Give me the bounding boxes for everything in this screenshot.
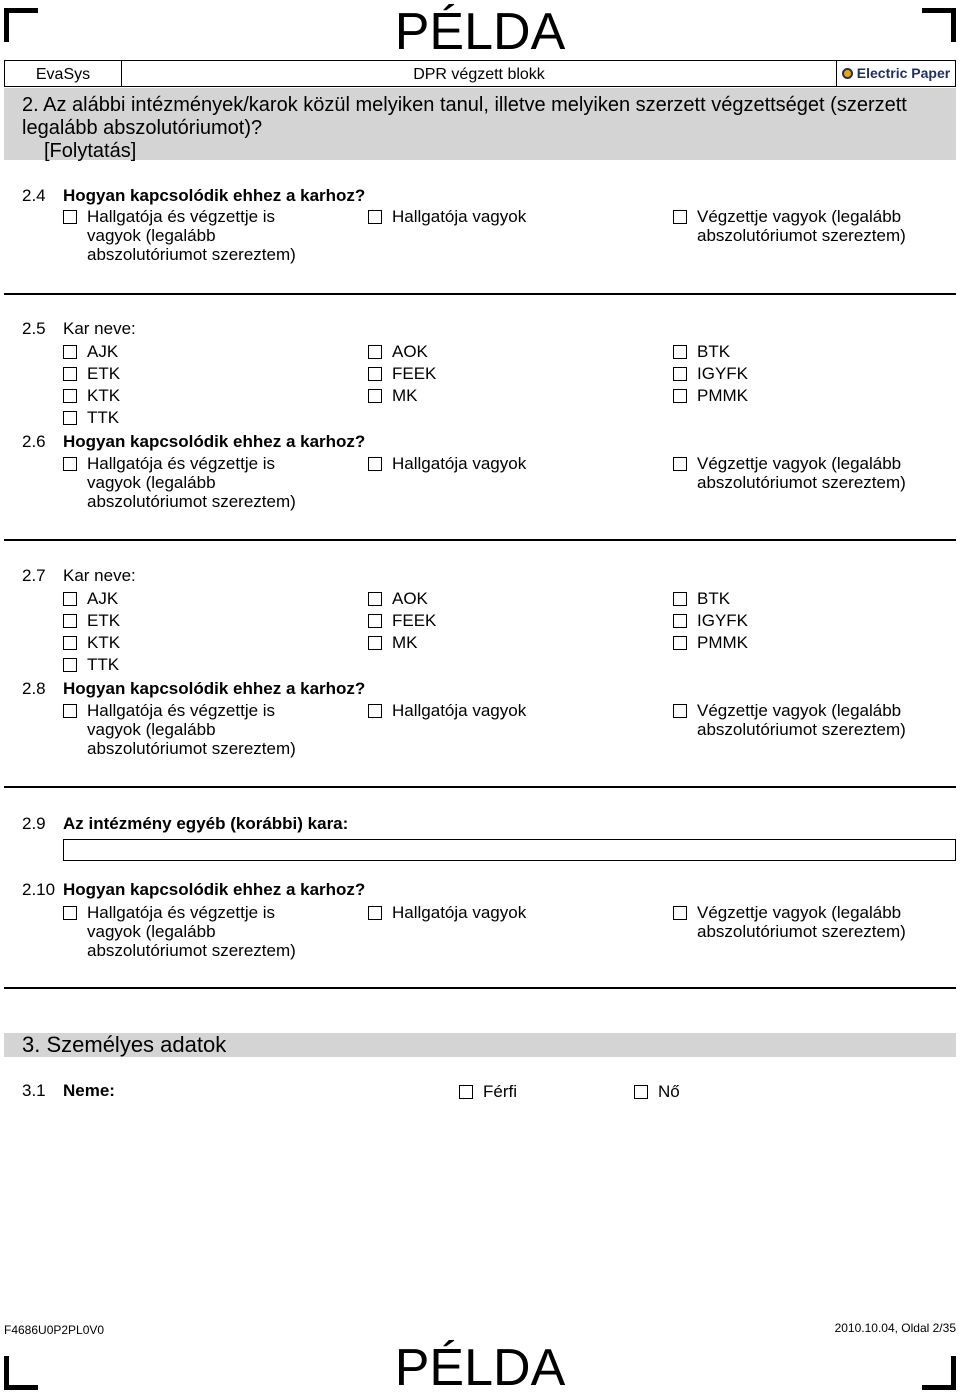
q2-5-option-ajk[interactable]: AJK [63, 342, 118, 361]
separator [4, 539, 956, 541]
logo-text: Electric Paper [856, 65, 951, 81]
checkbox[interactable] [673, 367, 687, 381]
q2-9-input[interactable] [63, 839, 956, 861]
checkbox[interactable] [368, 210, 382, 224]
checkbox[interactable] [63, 367, 77, 381]
checkbox[interactable] [63, 389, 77, 403]
q2-7-option-igyfk[interactable]: IGYFK [673, 611, 748, 630]
checkbox[interactable] [673, 704, 687, 718]
q2-7-option-ktk[interactable]: KTK [63, 633, 120, 652]
q2-6-number: 2.6 [22, 432, 46, 451]
q2-4-option-graduate[interactable]: Végzettje vagyok (legalább abszolutóriumot szereztem) [673, 207, 943, 245]
checkbox[interactable] [63, 592, 77, 606]
checkbox[interactable] [368, 614, 382, 628]
separator [4, 987, 956, 989]
footer-code: F4686U0P2PL0V0 [4, 1323, 105, 1337]
header-left: EvaSys [4, 60, 122, 87]
q2-5-option-mk[interactable]: MK [368, 386, 418, 405]
section-2-header [4, 88, 956, 160]
section-3-header: 3. Személyes adatok [4, 1033, 956, 1057]
separator [4, 786, 956, 788]
q2-7-option-aok[interactable]: AOK [368, 589, 428, 608]
checkbox[interactable] [368, 592, 382, 606]
checkbox[interactable] [63, 906, 77, 920]
q2-6-option-student[interactable]: Hallgatója vagyok [368, 454, 648, 473]
checkbox[interactable] [673, 345, 687, 359]
q2-5-option-ktk[interactable]: KTK [63, 386, 120, 405]
q3-1-text: Neme: [63, 1081, 115, 1100]
checkbox[interactable] [63, 210, 77, 224]
q2-8-text: Hogyan kapcsolódik ehhez a karhoz? [63, 679, 366, 698]
q2-7-option-ajk[interactable]: AJK [63, 589, 118, 608]
q2-10-option-student[interactable]: Hallgatója vagyok [368, 903, 648, 922]
checkbox[interactable] [63, 457, 77, 471]
q2-7-option-feek[interactable]: FEEK [368, 611, 436, 630]
q2-5-text: Kar neve: [63, 319, 136, 338]
q2-7-option-ttk[interactable]: TTK [63, 655, 119, 674]
q2-5-number: 2.5 [22, 319, 46, 338]
checkbox[interactable] [673, 457, 687, 471]
q2-5-option-pmmk[interactable]: PMMK [673, 386, 748, 405]
q3-1-number: 3.1 [22, 1081, 46, 1100]
q3-1-option-male[interactable]: Férfi [459, 1082, 517, 1101]
checkbox[interactable] [368, 636, 382, 650]
q2-4-option-student[interactable]: Hallgatója vagyok [368, 207, 648, 226]
q2-5-option-igyfk[interactable]: IGYFK [673, 364, 748, 383]
checkbox[interactable] [673, 389, 687, 403]
q2-9-text: Az intézmény egyéb (korábbi) kara: [63, 814, 349, 833]
section-2-continued: [Folytatás] [44, 140, 137, 162]
q2-7-option-pmmk[interactable]: PMMK [673, 633, 748, 652]
checkbox[interactable] [63, 704, 77, 718]
q2-7-option-btk[interactable]: BTK [673, 589, 730, 608]
q2-8-number: 2.8 [22, 679, 46, 698]
q2-6-option-graduate[interactable]: Végzettje vagyok (legalább abszolutóriumot szereztem) [673, 454, 943, 492]
q2-6-text: Hogyan kapcsolódik ehhez a karhoz? [63, 432, 366, 451]
header-center: DPR végzett blokk [121, 60, 837, 87]
q2-4-number: 2.4 [22, 186, 46, 205]
q2-5-option-btk[interactable]: BTK [673, 342, 730, 361]
q2-9-number: 2.9 [22, 814, 46, 833]
checkbox[interactable] [368, 704, 382, 718]
checkbox[interactable] [673, 592, 687, 606]
checkbox[interactable] [368, 345, 382, 359]
checkbox[interactable] [673, 614, 687, 628]
checkbox[interactable] [368, 457, 382, 471]
q2-6-option-both[interactable]: Hallgatója és végzettje is vagyok (legalább abszolutóriumot szereztem) [63, 454, 333, 511]
checkbox[interactable] [63, 658, 77, 672]
watermark-bottom: PÉLDA [394, 1339, 566, 1397]
checkbox[interactable] [673, 210, 687, 224]
q2-5-option-etk[interactable]: ETK [63, 364, 120, 383]
checkbox[interactable] [63, 345, 77, 359]
q2-5-option-ttk[interactable]: TTK [63, 408, 119, 427]
q3-1-option-female[interactable]: Nő [634, 1082, 680, 1101]
checkbox[interactable] [63, 411, 77, 425]
q2-5-option-aok[interactable]: AOK [368, 342, 428, 361]
watermark-top: PÉLDA [394, 3, 566, 61]
q2-4-option-both[interactable]: Hallgatója és végzettje is vagyok (legalább abszolutóriumot szereztem) [63, 207, 333, 264]
checkbox[interactable] [368, 906, 382, 920]
checkbox[interactable] [368, 367, 382, 381]
q2-10-text: Hogyan kapcsolódik ehhez a karhoz? [63, 880, 366, 899]
q2-7-option-mk[interactable]: MK [368, 633, 418, 652]
checkbox[interactable] [459, 1085, 473, 1099]
q2-5-option-feek[interactable]: FEEK [368, 364, 436, 383]
q2-10-number: 2.10 [22, 880, 56, 899]
logo-icon [842, 68, 853, 79]
checkbox[interactable] [634, 1085, 648, 1099]
q2-4-text: Hogyan kapcsolódik ehhez a karhoz? [63, 186, 366, 205]
q2-8-option-both[interactable]: Hallgatója és végzettje is vagyok (legalább abszolutóriumot szereztem) [63, 701, 333, 758]
q2-8-option-student[interactable]: Hallgatója vagyok [368, 701, 648, 720]
q2-7-option-etk[interactable]: ETK [63, 611, 120, 630]
checkbox[interactable] [63, 614, 77, 628]
q2-10-option-graduate[interactable]: Végzettje vagyok (legalább abszolutóriumot szereztem) [673, 903, 943, 941]
checkbox[interactable] [673, 906, 687, 920]
checkbox[interactable] [63, 636, 77, 650]
electric-paper-logo [836, 60, 956, 87]
section-2-title: 2. Az alábbi intézmények/karok közül melyiken tanul, illetve melyiken szerzett végzettséget (szerzett legalább abszolutóriumot)? [22, 94, 907, 139]
q2-7-text: Kar neve: [63, 566, 136, 585]
footer-page-info: 2010.10.04, Oldal 2/35 [834, 1321, 956, 1335]
q2-8-option-graduate[interactable]: Végzettje vagyok (legalább abszolutóriumot szereztem) [673, 701, 943, 739]
checkbox[interactable] [673, 636, 687, 650]
q2-7-number: 2.7 [22, 566, 46, 585]
checkbox[interactable] [368, 389, 382, 403]
q2-10-option-both[interactable]: Hallgatója és végzettje is vagyok (legalább abszolutóriumot szereztem) [63, 903, 333, 960]
separator [4, 293, 956, 295]
